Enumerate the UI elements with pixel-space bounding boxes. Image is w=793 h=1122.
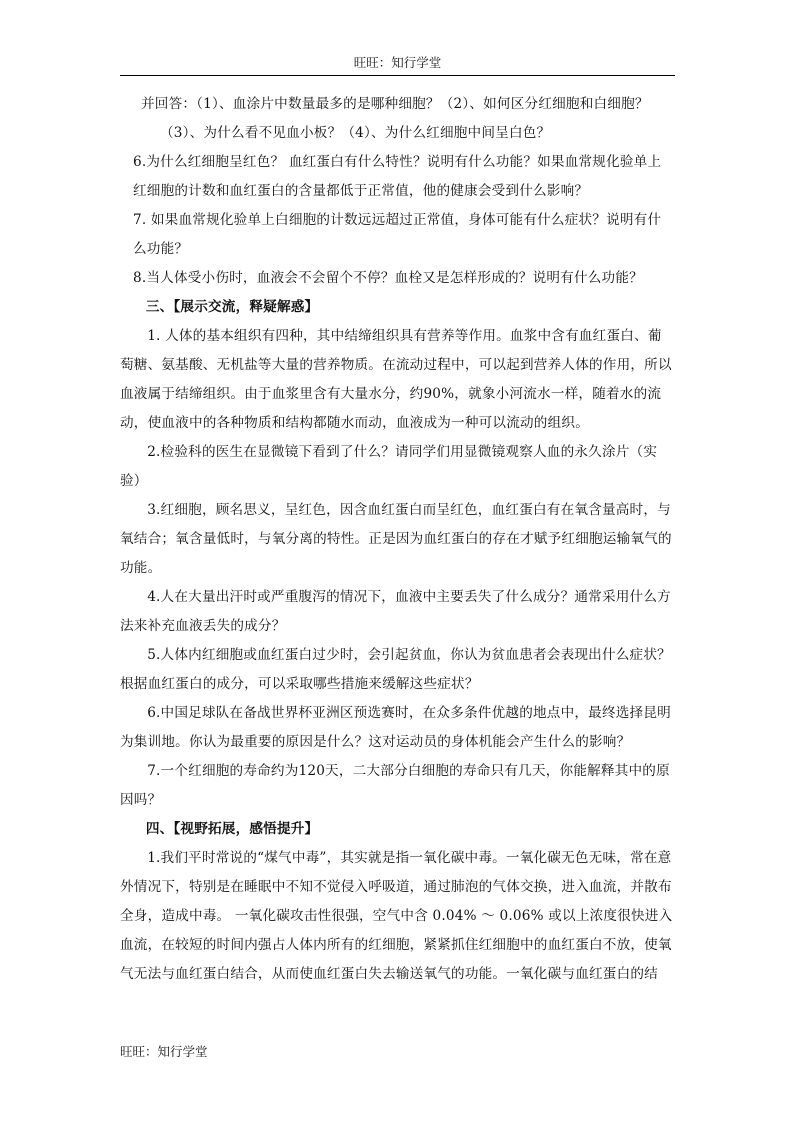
section-3-para-6: 6.中国足球队在备战世界杯亚洲区预选赛时，在众多条件优越的地点中，最终选择昆明为集训地。你认为最重要的原因是什么？这对运动员的身体机能会产生什么的影响？ — [120, 705, 671, 750]
page-header: 旺旺：知行学堂 — [120, 50, 675, 76]
question-6-line-1: 6.为什么红细胞呈红色？ 血红蛋白有什么特性？说明有什么功能？如果血常规化验单上 — [133, 154, 662, 170]
question-7-line-2: 么功能？ — [133, 241, 189, 257]
section-3-para-7: 7.一个红细胞的寿命约为120天，二大部分白细胞的寿命只有几天，你能解释其中的原因吗？ — [120, 763, 670, 808]
document-body — [120, 90, 675, 989]
page-footer: 旺旺：知行学堂 — [120, 1044, 208, 1059]
question-5-subquestions: （3）、为什么看不见血小板？（4）、为什么红细胞中间呈白色？ — [160, 125, 551, 141]
question-8: 8.当人体受小伤时，血液会不会留个不停？血栓又是怎样形成的？说明有什么功能？ — [133, 270, 643, 286]
section-3-para-1: 1. 人体的基本组织有四种，其中结缔组织具有营养等作用。血浆中含有血红蛋白、葡萄糖、氨基酸、无机盐等大量的营养物质。在流动过程中，可以起到营养人体的作用，所以血液属于结缔组织。由于血浆里含有大量水分，约90%，就象小河流水一样，随着水的流动，使血液中的各种物质和结构都随水而动，血液成为一种可以流动的组织。 — [120, 328, 672, 431]
question-5-continued: 并回答：（1）、血涂片中数量最多的是哪种细胞？（2）、如何区分红细胞和白细胞？ — [141, 96, 649, 112]
section-3-para-4: 4.人在大量出汗时或严重腹泻的情况下，血液中主要丢失了什么成分？通常采用什么方法来补充血液丢失的成分？ — [120, 589, 671, 634]
question-6-line-2: 红细胞的计数和血红蛋白的含量都低于正常值，他的健康会受到什么影响？ — [133, 183, 589, 199]
section-3-para-3: 3.红细胞，顾名思义，呈红色，因含血红蛋白而呈红色，血红蛋白有在氧含量高时，与氧结合；氧含量低时，与氧分离的特性。正是因为血红蛋白的存在才赋予红细胞运输氧气的功能。 — [120, 502, 672, 576]
section-3-para-5: 5.人体内红细胞或血红蛋白过少时，会引起贫血，你认为贫血患者会表现出什么症状？根据血红蛋白的成分，可以采取哪些措施来缓解这些症状？ — [120, 647, 671, 692]
section-3-title: 三、【展示交流，释疑解惑】 — [145, 299, 319, 315]
section-3-para-2: 2.检验科的医生在显微镜下看到了什么？请同学们用显微镜观察人血的永久涂片（实验） — [120, 444, 658, 489]
section-4-para-1: 1.我们平时常说的“煤气中毒”，其实就是指一氧化碳中毒。一氧化碳无色无味，常在意外情况下，特别是在睡眠中不知不觉侵入呼吸道，通过肺泡的气体交换，进入血流，并散布全身，造成中毒。 一氧化碳攻击性很强，空气中含 0.04% ～ 0.06% 或以上浓度很快进入血流，在较短的时间内强占人体内所有的红细胞，紧紧抓住红细胞中的血红蛋白不放，使氧气无法与血红蛋白结合，从而使血红蛋白失去输送氧气的功能。一氧化碳与血红蛋白的结 — [120, 850, 673, 982]
section-4-title: 四、【视野拓展，感悟提升】 — [145, 821, 319, 837]
question-7-line-1: 7. 如果血常规化验单上白细胞的计数远远超过正常值，身体可能有什么症状？说明有什 — [133, 212, 662, 228]
